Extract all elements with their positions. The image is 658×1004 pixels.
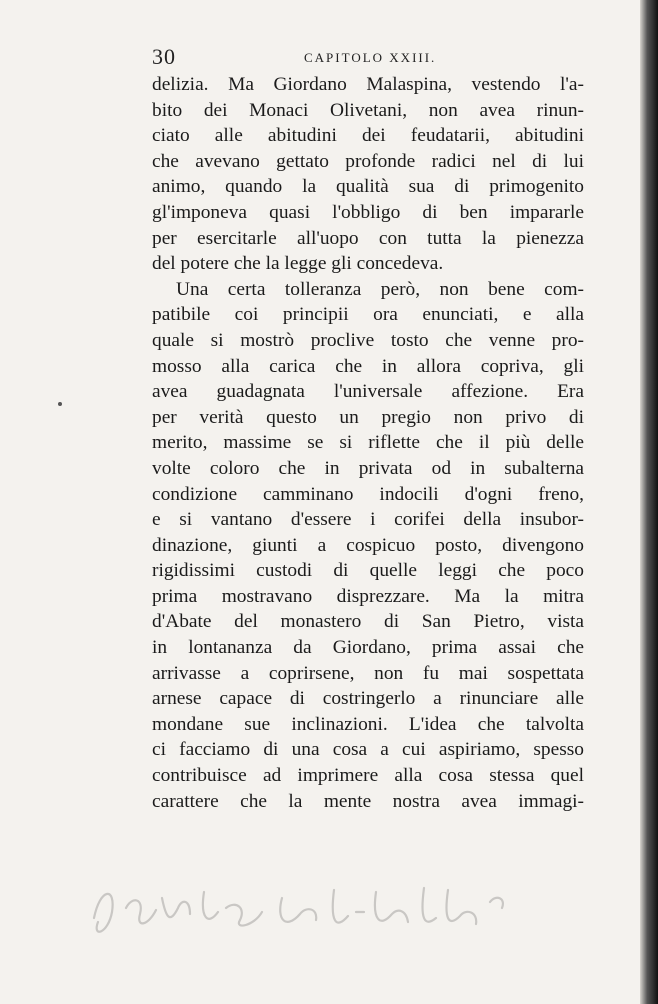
page-number: 30 — [152, 44, 176, 69]
text-line: quale si mostrò proclive tosto che venne pro- — [152, 329, 584, 351]
text-line: patibile coi principii ora enunciati, e alla — [152, 304, 584, 326]
text-line: prima mostravano disprezzare. Ma la mitra — [152, 585, 584, 607]
text-line: e si vantano d'essere i corifei della insubor- — [152, 509, 584, 531]
text-line: carattere che la mente nostra avea immagi- — [152, 790, 584, 812]
text-line: d'Abate del monastero di San Pietro, vista — [152, 611, 584, 633]
text-line: bito dei Monaci Olivetani, non avea rinun- — [152, 99, 584, 121]
text-line: per esercitarle all'uopo con tutta la pienezza — [152, 227, 584, 249]
text-line: avea guadagnata l'universale affezione. Era — [152, 381, 584, 403]
page-edge-shadow — [640, 0, 658, 1004]
text-line: arrivasse a coprirsene, non fu mai sospettata — [152, 662, 584, 684]
text-line: arnese capace di costringerlo a rinunciare alle — [152, 688, 584, 710]
margin-mark — [58, 402, 62, 406]
text-line: che avevano gettato profonde radici nel di lui — [152, 150, 584, 172]
text-line: per verità questo un pregio non privo di — [152, 406, 584, 428]
text-line: in lontananza da Giordano, prima assai che — [152, 637, 584, 659]
page-header — [152, 44, 592, 70]
text-line: animo, quando la qualità sua di primogenito — [152, 176, 584, 198]
text-line: ci facciamo di una cosa a cui aspiriamo, spesso — [152, 739, 584, 761]
text-line: dinazione, giunti a cospicuo posto, divengono — [152, 534, 584, 556]
handwritten-signature — [86, 868, 526, 948]
text-line: gl'imponeva quasi l'obbligo di ben impararle — [152, 201, 584, 223]
text-line: contribuisce ad imprimere alla cosa stessa quel — [152, 765, 584, 787]
text-line: merito, massime se si riflette che il più delle — [152, 432, 584, 454]
text-line: ciato alle abitudini dei feudatarii, abitudini — [152, 125, 584, 147]
running-head: CAPITOLO XXIII. — [304, 50, 437, 65]
text-line: mondane sue inclinazioni. L'idea che talvolta — [152, 713, 584, 735]
text-line: mosso alla carica che in allora copriva, gli — [152, 355, 584, 377]
body-text — [152, 72, 584, 814]
text-line: volte coloro che in privata od in subalterna — [152, 457, 584, 479]
text-line: delizia. Ma Giordano Malaspina, vestendo l'a- — [152, 74, 584, 95]
text-line: rigidissimi custodi di quelle leggi che poco — [152, 560, 584, 582]
text-line: Una certa tolleranza però, non bene com- — [176, 278, 584, 300]
text-line: del potere che la legge gli concedeva. — [152, 253, 444, 275]
text-line: condizione camminano indocili d'ogni freno, — [152, 483, 584, 505]
